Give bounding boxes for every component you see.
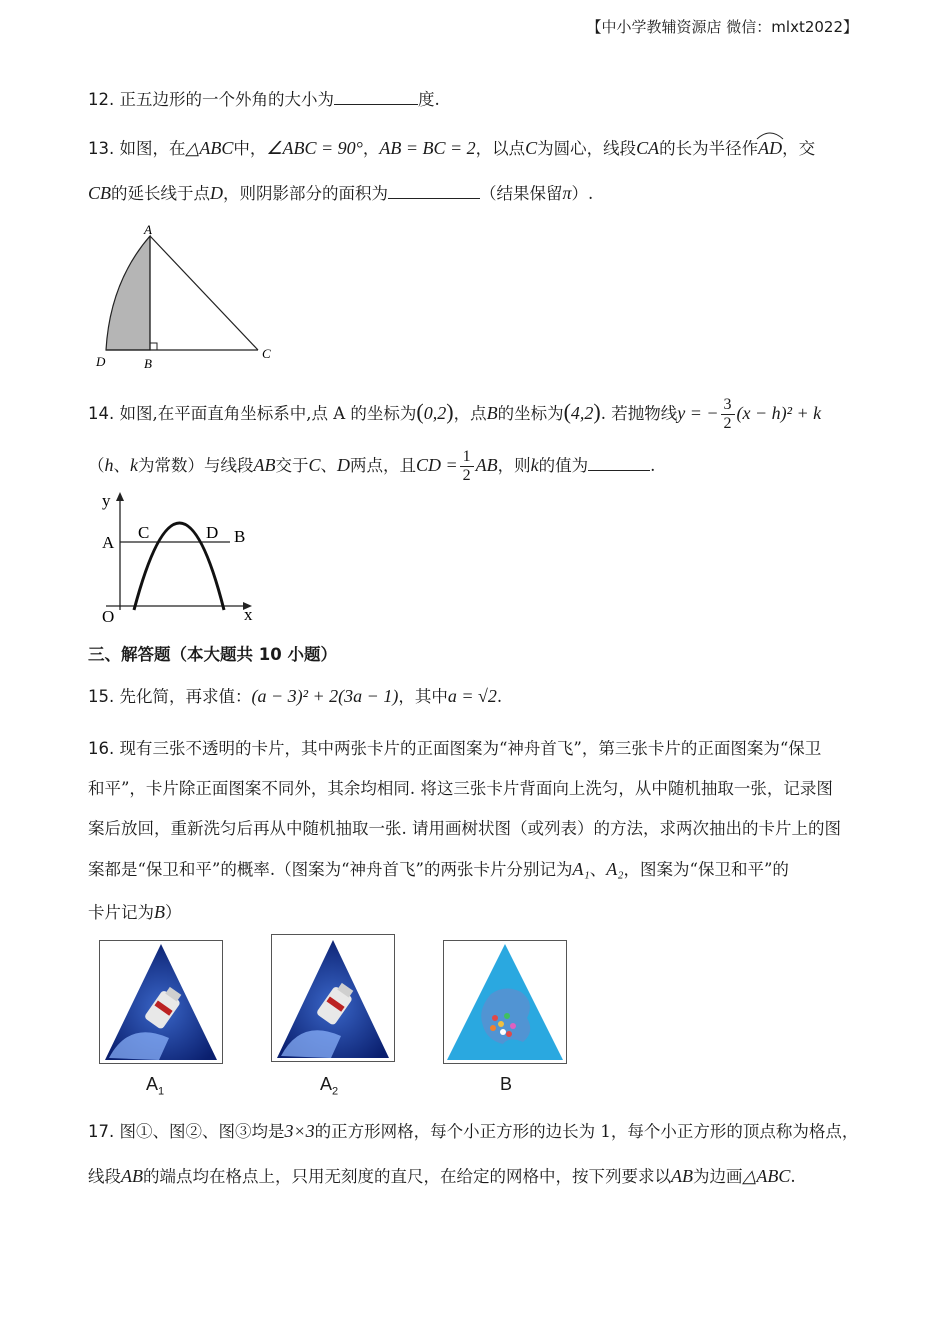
q14-figure xyxy=(96,488,266,626)
paren: ( xyxy=(416,399,424,424)
card-b-label xyxy=(500,1074,512,1098)
question-text: 交于 xyxy=(275,456,309,475)
question-text: ）. xyxy=(571,184,594,203)
question-14-line-2 xyxy=(88,448,655,485)
card-subscript: 1 xyxy=(158,1085,165,1098)
math-expr: A₁ xyxy=(572,859,590,879)
math-expr: C xyxy=(308,455,321,475)
question-16-line-1 xyxy=(88,737,821,761)
math-expr: AD xyxy=(758,138,783,158)
question-text: 正五边形的一个外角的大小为 xyxy=(119,90,334,109)
question-16-line-3: 案后放回，重新洗匀后再从中随机抽取一张. 请用画树状图（或列表）的方法，求两次抽出的卡片上的图 xyxy=(88,819,841,838)
question-13-line-1 xyxy=(88,136,815,161)
denominator: 2 xyxy=(462,467,471,484)
math-expr: B xyxy=(154,902,165,922)
question-text: 为边画 xyxy=(693,1167,743,1186)
math-expr: D xyxy=(210,183,224,203)
section-title: 三、解答题（本大题共 10 小题） xyxy=(88,645,337,664)
question-text: （结果保留 xyxy=(480,184,563,203)
math-expr: AB xyxy=(253,455,276,475)
question-text: . xyxy=(496,687,503,706)
label-y: y xyxy=(102,491,111,510)
fraction xyxy=(460,448,474,485)
math-expr: ∠ABC = 90° xyxy=(266,138,363,158)
question-text: . xyxy=(790,1167,796,1186)
math-expr: k xyxy=(130,455,138,475)
label-b: B xyxy=(144,356,152,371)
question-text: 卡片记为 xyxy=(88,903,154,922)
question-text: 、 xyxy=(589,860,607,879)
question-text: 为圆心，线段 xyxy=(537,139,637,158)
math-expr: h xyxy=(104,455,114,475)
math-expr: 0,2 xyxy=(423,403,447,423)
q13-figure xyxy=(88,222,288,372)
question-text: . xyxy=(650,456,656,475)
math-expr: C xyxy=(525,138,538,158)
question-text: 的坐标为 xyxy=(497,404,564,423)
question-text: 的值为 xyxy=(538,456,589,475)
math-expr: k xyxy=(530,455,539,475)
question-text: 线段 xyxy=(88,1167,121,1186)
label-c: C xyxy=(262,346,271,361)
question-text: ，则 xyxy=(497,456,531,475)
math-expr: AB xyxy=(121,1166,143,1186)
question-text: 的延长线于点 xyxy=(111,184,211,203)
question-text: ， xyxy=(362,139,380,158)
card-letter: A xyxy=(320,1074,333,1094)
question-15 xyxy=(88,684,502,709)
math-expr: AB = BC = 2 xyxy=(379,138,476,158)
question-text: ，交 xyxy=(782,139,816,158)
answer-blank[interactable] xyxy=(334,86,418,105)
question-text: 中， xyxy=(233,139,267,158)
math-expr: (a − 3)² + 2(3a − 1) xyxy=(251,686,399,706)
fraction xyxy=(721,396,735,433)
math-expr: AB xyxy=(475,455,498,475)
question-text: 先化简，再求值： xyxy=(119,687,252,706)
question-text: 案都是“保卫和平”的概率.（图案为“神舟首飞”的两张卡片分别记为 xyxy=(88,860,573,879)
question-text: ，以点 xyxy=(475,139,526,158)
right-angle-mark xyxy=(150,343,157,350)
card-a2-label xyxy=(320,1074,338,1098)
paren: ) xyxy=(593,399,601,424)
math-expr: (x − h)² + k xyxy=(736,403,822,423)
question-text: 为常数）与线段 xyxy=(138,456,254,475)
label-a: A xyxy=(144,222,152,237)
question-text: 两点，且 xyxy=(350,456,417,475)
question-text: ，则阴影部分的面积为 xyxy=(223,184,389,203)
page-header: 【中小学教辅资源店 微信：mlxt2022】 xyxy=(586,18,858,36)
question-16-line-4 xyxy=(88,857,789,882)
question-number: 15. xyxy=(88,687,115,706)
math-expr: AB xyxy=(671,1166,693,1186)
label-b: B xyxy=(234,527,246,546)
arc-notation xyxy=(758,136,782,160)
numerator: 1 xyxy=(460,448,474,467)
question-text: . 若抛物线 xyxy=(600,404,678,423)
question-text: ，图案为“保卫和平”的 xyxy=(623,860,789,879)
question-12 xyxy=(88,86,440,112)
paren: ( xyxy=(563,399,571,424)
question-number: 12. xyxy=(88,90,115,109)
question-text: 如图,在平面直角坐标系中,点 A 的坐标为 xyxy=(119,404,417,423)
card-a2-image xyxy=(271,934,395,1062)
paren: ) xyxy=(446,399,454,424)
math-expr: y = − xyxy=(677,403,719,423)
math-expr: CA xyxy=(636,138,660,158)
card-a1-label xyxy=(146,1074,164,1098)
y-axis-arrow xyxy=(116,492,124,501)
label-d: D xyxy=(206,523,219,542)
segment-ac xyxy=(150,236,258,350)
math-expr: 3×3 xyxy=(284,1121,315,1141)
math-expr: △ABC xyxy=(742,1166,791,1186)
question-text: 现有三张不透明的卡片，其中两张卡片的正面图案为“神舟首飞”，第三张卡片的正面图案为“保卫 xyxy=(119,739,822,758)
answer-blank[interactable] xyxy=(588,452,650,471)
question-number: 16. xyxy=(88,739,115,758)
question-17-line-2 xyxy=(88,1164,796,1189)
math-expr: 4,2 xyxy=(570,403,594,423)
label-d: D xyxy=(96,354,106,369)
question-text: 的正方形网格，每个小正方形的边长为 1，每个小正方形的顶点称为格点， xyxy=(314,1122,859,1141)
math-expr: CD = xyxy=(416,455,458,475)
question-text: ） xyxy=(165,903,182,922)
math-expr: △ABC xyxy=(185,138,234,158)
question-number: 13. xyxy=(88,139,115,158)
question-text: 、 xyxy=(320,456,338,475)
question-text: 的端点均在格点上，只用无刻度的直尺，在给定的网格中，按下列要求以 xyxy=(143,1167,671,1186)
card-letter: A xyxy=(146,1074,159,1094)
question-text: 、 xyxy=(113,456,130,475)
question-number: 14. xyxy=(88,404,115,423)
math-expr: B xyxy=(486,403,498,423)
label-a: A xyxy=(102,533,115,552)
math-expr: π xyxy=(562,183,572,203)
question-14-line-1 xyxy=(88,396,821,433)
math-expr: A₂ xyxy=(606,859,624,879)
question-number: 17. xyxy=(88,1122,115,1141)
math-expr: a = √2 xyxy=(447,686,497,706)
question-text: 度. xyxy=(418,90,440,109)
card-letter: B xyxy=(500,1074,513,1094)
label-c: C xyxy=(138,523,150,542)
question-16-line-5 xyxy=(88,900,182,925)
label-x: x xyxy=(244,605,253,624)
label-o: O xyxy=(102,607,115,626)
math-expr: D xyxy=(337,455,351,475)
question-text: 如图，在 xyxy=(119,139,186,158)
question-text: 的长为半径作 xyxy=(659,139,759,158)
question-text: ，点 xyxy=(453,404,487,423)
question-13-line-2 xyxy=(88,180,593,206)
arc-icon xyxy=(756,130,784,140)
card-subscript: 2 xyxy=(332,1085,339,1098)
question-text: 图①、图②、图③均是 xyxy=(119,1122,285,1141)
math-expr: CB xyxy=(88,183,112,203)
card-b-image xyxy=(443,940,567,1064)
question-16-line-2: 和平”，卡片除正面图案不同外，其余均相同. 将这三张卡片背面向上洗匀，从中随机抽取一张，记录图 xyxy=(88,779,833,798)
question-text: （ xyxy=(88,456,105,475)
card-a1-image xyxy=(99,940,223,1064)
numerator: 3 xyxy=(721,396,735,415)
question-text: ，其中 xyxy=(398,687,448,706)
denominator: 2 xyxy=(723,415,732,432)
question-17-line-1 xyxy=(88,1119,858,1144)
answer-blank[interactable] xyxy=(388,180,480,199)
shaded-region xyxy=(106,236,150,350)
